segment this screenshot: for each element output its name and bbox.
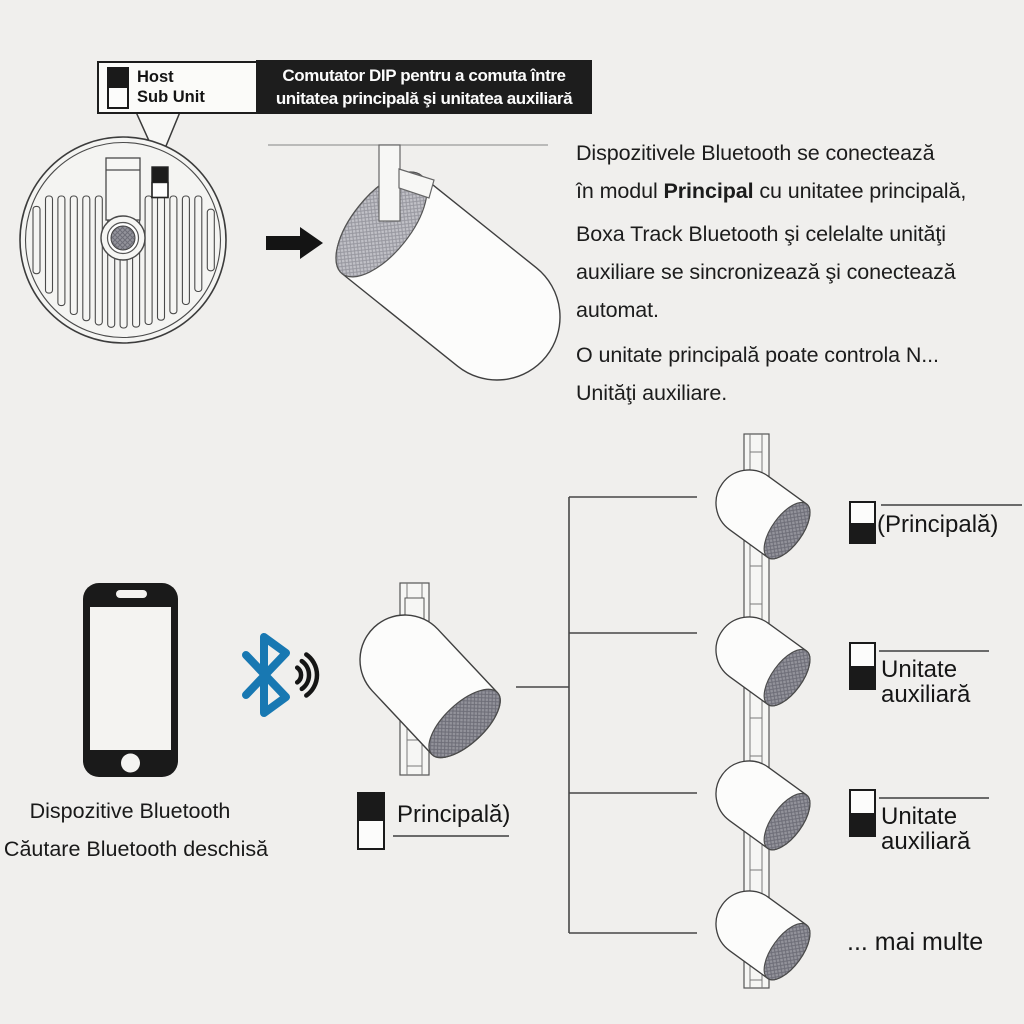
main-speaker <box>341 596 511 768</box>
phone-caption-2: Căutare Bluetooth deschisă <box>3 837 269 861</box>
unit-2-label-line-2: auxiliară <box>881 681 971 708</box>
fin <box>182 196 189 305</box>
track-speaker-1 <box>703 457 819 566</box>
dip-switch-unit-2 <box>849 642 876 690</box>
unit-2-label-line-1: Unitate <box>881 656 958 683</box>
connector-bracket <box>516 497 697 933</box>
fin <box>145 196 152 325</box>
dip-switch-unit-3 <box>849 789 876 837</box>
fin <box>158 196 165 320</box>
dip-legend-box <box>97 61 258 114</box>
description-text: în modul <box>576 179 664 203</box>
description-line: O unitate principală poate controla N... <box>576 343 939 367</box>
fin <box>46 196 53 293</box>
unit-3-pointer-line <box>879 797 989 799</box>
unit-2-pointer-line <box>879 650 989 652</box>
unit-3-label-line-2: auxiliară <box>881 828 971 855</box>
legend-sub-unit-label: Sub Unit <box>137 88 205 106</box>
header-box <box>256 60 592 114</box>
fin <box>95 196 102 325</box>
unit-3-label-line-1: Unitate <box>881 803 958 830</box>
track-speaker-2 <box>703 604 819 713</box>
dip-switch-main-unit <box>357 792 385 850</box>
description-line: Unităţi auxiliare. <box>576 381 728 405</box>
fin <box>207 209 214 271</box>
phone-caption-1: Dispozitive Bluetooth <box>29 799 231 823</box>
main-unit-underline <box>393 835 509 837</box>
track-speaker-4 <box>703 878 819 987</box>
unit-2-label <box>881 657 970 707</box>
unit-3-label <box>881 804 970 854</box>
fin <box>58 196 65 306</box>
description-line: auxiliare se sincronizează şi conectează <box>576 260 956 284</box>
signal-waves-icon <box>297 655 317 696</box>
dip-switch-back-panel <box>152 167 168 198</box>
description-text: cu unitatee principală, <box>753 179 967 203</box>
arrow-right-icon <box>266 227 323 259</box>
dip-switch-legend-icon <box>107 67 129 109</box>
bluetooth-icon <box>246 637 286 713</box>
legend-host-label: Host <box>137 68 174 86</box>
fin <box>195 196 202 292</box>
mount-slot <box>106 158 140 220</box>
description-paragraph <box>576 134 1024 412</box>
dip-switch-unit-1 <box>849 501 876 544</box>
description-bold-text: Principal <box>663 179 754 203</box>
track-speaker-3 <box>703 748 819 857</box>
speaker-back-panel <box>20 137 226 343</box>
description-line: Dispozitivele Bluetooth se conectează <box>576 141 935 165</box>
fin <box>70 196 77 315</box>
more-units-label: ... mai multe <box>847 928 984 956</box>
fin <box>33 206 40 273</box>
mount-stem <box>379 145 400 221</box>
unit-1-pointer-line <box>881 504 1022 506</box>
main-unit-label: Principală) <box>397 801 511 828</box>
description-line: automat. <box>576 298 659 322</box>
unit-1-label: (Principală) <box>877 511 999 538</box>
header-line-1: Comutator DIP pentru a comuta între <box>282 66 566 85</box>
description-line: Boxa Track Bluetooth şi celelalte unităţi <box>576 222 946 246</box>
center-knob <box>101 216 145 260</box>
description-line <box>576 172 1024 210</box>
fin <box>83 196 90 321</box>
header-line-2: unitatea principală şi unitatea auxiliară <box>275 89 573 108</box>
track-speaker-top <box>319 145 585 406</box>
fin <box>170 196 177 314</box>
smartphone-icon <box>83 583 178 777</box>
